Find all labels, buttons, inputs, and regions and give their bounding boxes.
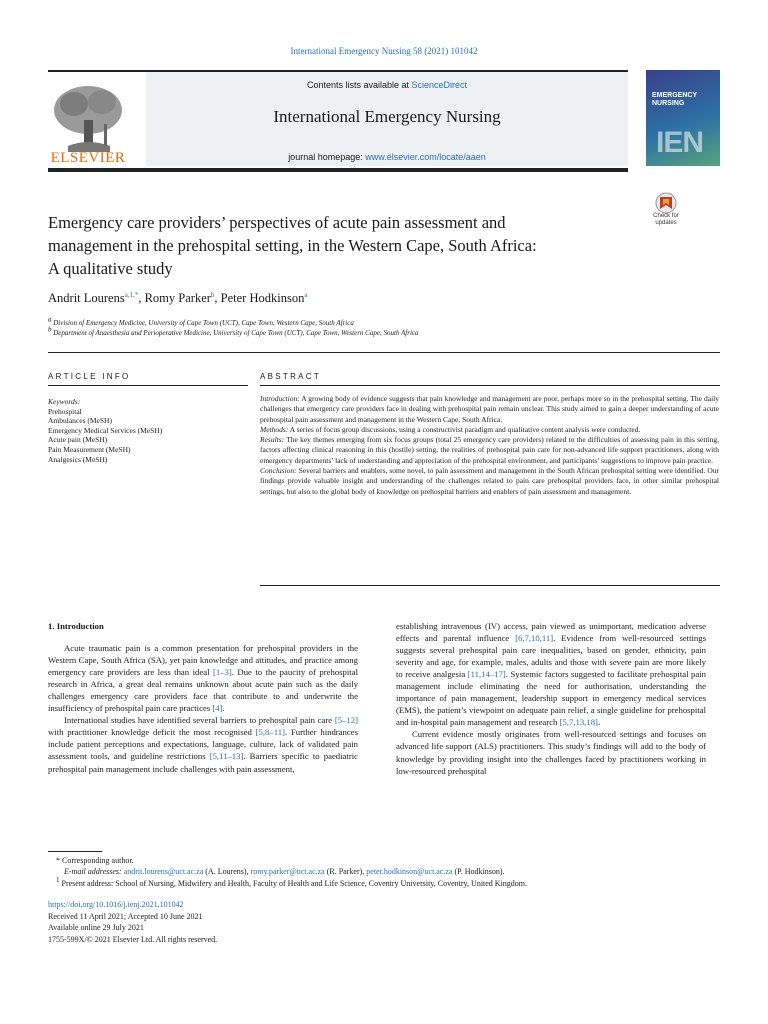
footnote-text: Corresponding author. <box>62 856 134 865</box>
doi-link[interactable]: https://doi.org/10.1016/j.ienj.2021.101042 <box>48 900 184 909</box>
affiliation-mark: a <box>48 315 52 324</box>
body-paragraph <box>396 728 706 776</box>
body-text: International studies have identified several barriers to prehospital pain care <box>64 715 335 726</box>
email-owner: (R. Parker), <box>324 867 367 876</box>
abstract-body <box>260 394 719 497</box>
body-left-column <box>48 620 358 775</box>
affiliation <box>48 325 718 337</box>
body-text: . Barriers specific to paediatric prehospital pain management include challenges with pain assessment, <box>48 751 358 774</box>
abstract-text: A growing body of evidence suggests that pain knowledge and management are poor, perhaps more so in the prehospital setting. The daily challenges that emergency care providers face in dealing with prehospital pain remain unclear. This study aimed to gain a deeper understanding of acute prehospital pain assessment and management in the Western Cape, South Africa. <box>260 394 719 424</box>
author-affiliation-mark[interactable]: a,1,* <box>124 290 139 299</box>
homepage-line <box>146 152 628 162</box>
affiliation-text: Department of Anaesthesia and Perioperative Medicine, University of Cape Town (UCT), Cape Town, Western Cape, South Africa <box>53 329 419 337</box>
abstract-conclusion <box>260 466 719 497</box>
body-right-column <box>396 620 706 777</box>
keyword-item: Analgesics (MeSH) <box>48 454 108 464</box>
citation-link[interactable]: [5,11–13] <box>209 751 244 762</box>
body-text: . Further hindrances include patient perceptions and expectations, language, culture, lack of validated pain assessment tools, and guideline restrictions <box>48 727 358 762</box>
journal-title: International Emergency Nursing <box>273 107 501 126</box>
author-name[interactable]: Peter Hodkinson <box>220 291 305 305</box>
article-title-line-2: management in the prehospital setting, in the Western Cape, South Africa: <box>48 236 537 255</box>
affiliation <box>48 315 718 327</box>
author-list <box>48 291 668 306</box>
footnote-corresponding <box>48 855 728 866</box>
citation-link[interactable]: [6,7,10,11] <box>515 633 554 644</box>
citation-link[interactable]: [5,7,13,18] <box>559 717 598 728</box>
keywords-block <box>48 397 248 464</box>
affiliation-text: Division of Emergency Medicine, University of Cape Town (UCT), Cape Town, Western Cape, South Africa <box>53 319 354 327</box>
header-bottom-rule <box>48 168 628 172</box>
homepage-prefix: journal homepage: <box>288 152 366 162</box>
author-separator: , <box>138 291 145 305</box>
section-title: 1. Introduction <box>48 621 104 631</box>
email-label: E-mail addresses: <box>64 867 124 876</box>
abstract-label: Results: <box>260 435 285 445</box>
body-text: with practitioner knowledge deficit the most recognised <box>48 727 256 738</box>
copyright: 1755-599X/© 2021 Elsevier Ltd. All rights reserved. <box>48 934 218 944</box>
citation-link[interactable]: [5,8–11] <box>255 727 285 738</box>
body-paragraph <box>396 620 706 728</box>
email-link[interactable]: romy.parker@uct.ac.za <box>250 867 325 876</box>
affiliation-mark: b <box>48 325 52 334</box>
cover-big-letters: IEN <box>656 126 704 159</box>
received-dates: Received 11 April 2021; Accepted 10 June 2021 <box>48 911 203 921</box>
footnote-rule <box>48 851 102 852</box>
sciencedirect-link[interactable]: ScienceDirect <box>411 80 468 90</box>
body-text: Acute traumatic pain is a common presentation for prehospital providers in the Western Cape, South Africa (SA), yet pain knowledge and attitudes, and practice among emergency care providers are less than ideal <box>48 643 358 678</box>
abstract-label: Introduction: <box>260 394 300 403</box>
body-paragraph <box>48 714 358 774</box>
body-text: . Due to the paucity of prehospital research in Africa, a great deal remains unknown about acute pain such as the daily challenges emergency care providers face that contribute to and underwrite the insufficiency of prehospital pain care practices <box>48 667 358 714</box>
abstract-text: A series of focus group discussions, using a constructivist paradigm and qualitative content analysis were conducted. <box>288 424 641 434</box>
article-info-heading: ARTICLE INFO <box>48 372 131 381</box>
abstract-label: Methods: <box>260 424 289 434</box>
author-affiliation-mark[interactable]: b <box>210 290 215 299</box>
journal-reference[interactable]: International Emergency Nursing 58 (2021) 101042 <box>290 46 478 56</box>
online-date: Available online 29 July 2021 <box>48 923 144 932</box>
article-title <box>48 211 648 280</box>
footnote-text: Present address: School of Nursing, Midwifery and Health, Faculty of Health and Life Science, Coventry University, Coventry, United Kingdom. <box>61 879 528 888</box>
footnote-mark: * <box>56 856 60 865</box>
body-text: establishing intravenous (IV) access, pain viewed as unimportant, medication adverse effects and parental influence <box>396 621 706 644</box>
abstract-results <box>260 435 719 466</box>
cover-line-1: EMERGENCY <box>652 92 698 99</box>
abstract-introduction <box>260 394 719 425</box>
article-info-rule <box>48 385 248 386</box>
journal-cover[interactable] <box>646 70 720 166</box>
cover-line-2: NURSING <box>652 100 685 107</box>
abstract-label: Conclusion: <box>260 466 297 476</box>
email-link[interactable]: andrit.lourens@uct.ac.za <box>123 867 204 876</box>
body-text: . <box>222 703 225 714</box>
body-text: . <box>597 717 601 728</box>
keyword-item: Prehospital <box>48 406 82 416</box>
email-link[interactable]: peter.hodkinson@uct.ac.za <box>366 867 453 876</box>
article-title-line-3: A qualitative study <box>48 259 173 278</box>
homepage-link[interactable]: www.elsevier.com/locate/aaen <box>365 152 486 162</box>
email-owner: (P. Hodkinson). <box>452 867 505 876</box>
citation-link[interactable]: [5–12] <box>334 715 358 726</box>
body-text: . Systemic factors suggested to facilitate prehospital pain management include eliminating the need for authorisation, understanding the importance of pain management, leadership support in emergency medical services (EMS), the patient’s viewpoint on adequate pain relief, a single guideline for prehospital and in-hospital pain management and research <box>396 669 706 728</box>
keyword-item: Emergency Medical Services (MeSH) <box>48 425 163 435</box>
body-text: Current evidence mostly originates from well-resourced settings and focuses on advanced life support (ALS) practitioners. This study’s findings will add to the body of knowledge by providing insight into the challenges faced by practitioners working in low-resourced prehospital <box>396 729 706 776</box>
email-owner: (A. Lourens), <box>203 867 251 876</box>
check-for-updates-label[interactable]: Check for updates <box>653 213 679 226</box>
body-paragraph <box>48 642 358 714</box>
author-name[interactable]: Andrit Lourens <box>48 291 125 305</box>
contents-line <box>146 80 628 90</box>
keyword-item: Pain Measurement (MeSH) <box>48 444 131 454</box>
info-top-rule <box>48 352 720 353</box>
footnote-emails <box>64 866 744 877</box>
citation-link[interactable]: [1–3] <box>212 667 232 678</box>
author-separator: , <box>214 291 221 305</box>
footnote-present-address <box>48 878 728 889</box>
publisher-name: ELSEVIER <box>50 150 126 166</box>
article-title-line-1: Emergency care providers’ perspectives of acute pain assessment and <box>48 213 506 232</box>
article-meta <box>48 899 448 945</box>
abstract-text: Several barriers and enablers, some novel, to pain assessment and management in the South African prehospital setting were identified. Our findings provide valuable insight and understanding of the challenges related to pain care prehospital providers face, in other similar prehospital settings, but also to the global body of knowledge on prehospital barriers and enablers of pain assessment and management. <box>260 466 719 496</box>
author-affiliation-mark[interactable]: a <box>304 290 308 299</box>
body-text: . Evidence from well-resourced settings suggests several prehospital pain care inequalities, based on gender, ethnicity, pain severity and age, for example, males, adults and those with severe pain are more likely to receive analgesia <box>396 633 706 680</box>
abstract-bottom-rule <box>260 585 720 586</box>
abstract-methods <box>260 425 719 435</box>
abstract-text: The key themes emerging from six focus groups (total 25 emergency care providers) related to the difficulties of assessing pain in this setting, factors affecting clinical reasoning in this (hostile) setting, the realities of prehospital pain care for non-advanced life support practitioners, along with emergency departments’ lack of understanding and appreciation of the prehospital environment, and participants’ suggestions to improve pain practice. <box>260 435 719 465</box>
footnote-mark: 1 <box>56 876 60 885</box>
keyword-item: Ambulances (MeSH) <box>48 416 112 426</box>
abstract-heading: ABSTRACT <box>260 372 322 381</box>
citation-link[interactable]: [4] <box>212 703 223 714</box>
author-name[interactable]: Romy Parker <box>144 291 211 305</box>
keyword-item: Acute pain (MeSH) <box>48 435 108 445</box>
contents-prefix: Contents lists available at <box>306 80 412 90</box>
abstract-rule <box>260 385 720 386</box>
citation-link[interactable]: [11,14–17] <box>467 669 506 680</box>
keywords-label: Keywords: <box>48 397 81 406</box>
